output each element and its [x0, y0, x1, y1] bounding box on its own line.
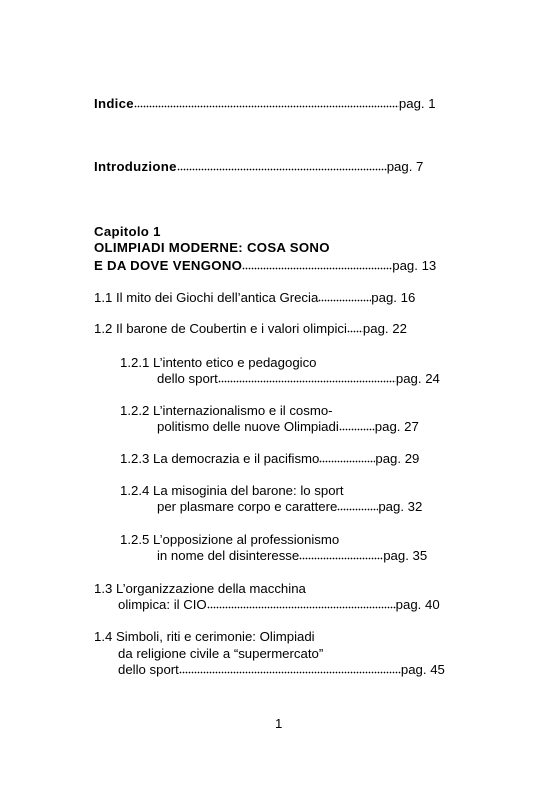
toc-entry-1-2-2-line1: 1.2.2 L’internazionalismo e il cosmo-: [120, 403, 333, 418]
toc-entry-1-4-line2: da religione civile a “supermercato”: [118, 646, 324, 661]
entry-page: pag. 29: [375, 451, 420, 466]
leader-dots: [337, 508, 378, 511]
entry-label: 1.1 Il mito dei Giochi dell’antica Grecia: [94, 290, 319, 305]
toc-entry-1-3-line1: 1.3 L’organizzazione della macchina: [94, 581, 306, 596]
entry-page: pag. 45: [400, 662, 445, 677]
entry-label: per plasmare corpo e carattere: [157, 499, 338, 514]
toc-entry-introduzione: [94, 159, 423, 175]
toc-entry-1-2-5-line1: 1.2.5 L’opposizione al professionismo: [120, 532, 340, 547]
entry-label: olimpica: il CIO: [118, 597, 207, 612]
toc-entry-1-2-2: [157, 419, 419, 435]
leader-dots: [218, 380, 396, 383]
toc-entry-1-2-5: [157, 548, 427, 564]
toc-entry-1-2: [94, 321, 407, 337]
toc-entry-1-4-line1: 1.4 Simboli, riti e cerimonie: Olimpiadi: [94, 629, 315, 644]
leader-dots: [318, 299, 371, 302]
entry-page: pag. 1: [398, 96, 436, 111]
entry-label: in nome del disinteresse: [157, 548, 300, 563]
toc-entry-1-2-1-line1: 1.2.1 L’intento etico e pedagogico: [120, 355, 317, 370]
leader-dots: [339, 428, 375, 431]
entry-page: pag. 22: [362, 321, 407, 336]
entry-label: Indice: [94, 96, 134, 111]
entry-page: pag. 7: [386, 159, 424, 174]
toc-entry-indice: [94, 96, 436, 112]
toc-entry-1-2-1: [157, 371, 440, 387]
entry-page: pag. 35: [383, 548, 428, 563]
leader-dots: [179, 671, 401, 674]
entry-label: politismo delle nuove Olimpiadi: [157, 419, 339, 434]
entry-page: pag. 16: [371, 290, 416, 305]
leader-dots: [347, 330, 363, 333]
leader-dots: [207, 606, 396, 609]
entry-label: 1.2.3 La democrazia e il pacifismo: [120, 451, 320, 466]
entry-label: dello sport: [118, 662, 179, 677]
entry-page: pag. 27: [374, 419, 419, 434]
leader-dots: [134, 105, 399, 108]
entry-label: E DA DOVE VENGONO: [94, 258, 243, 273]
entry-label: 1.2 Il barone de Coubertin e i valori olimpici: [94, 321, 347, 336]
toc-entry-1-1: [94, 290, 415, 306]
entry-page: pag. 32: [378, 499, 423, 514]
chapter-heading-line1: OLIMPIADI MODERNE: COSA SONO: [94, 240, 330, 255]
toc-entry-1-4: [118, 662, 445, 678]
chapter-title: Capitolo 1: [94, 224, 161, 239]
toc-entry-1-2-3: [120, 451, 419, 467]
leader-dots: [242, 267, 392, 270]
leader-dots: [319, 460, 375, 463]
leader-dots: [299, 557, 383, 560]
toc-entry-1-2-4: [157, 499, 422, 515]
page-number: 1: [275, 716, 283, 731]
entry-label: Introduzione: [94, 159, 177, 174]
toc-entry-chapter1: [94, 258, 436, 274]
toc-entry-1-3: [118, 597, 440, 613]
entry-label: dello sport: [157, 371, 218, 386]
entry-page: pag. 24: [395, 371, 440, 386]
entry-page: pag. 40: [395, 597, 440, 612]
toc-entry-1-2-4-line1: 1.2.4 La misoginia del barone: lo sport: [120, 483, 344, 498]
leader-dots: [177, 168, 387, 171]
entry-page: pag. 13: [392, 258, 437, 273]
